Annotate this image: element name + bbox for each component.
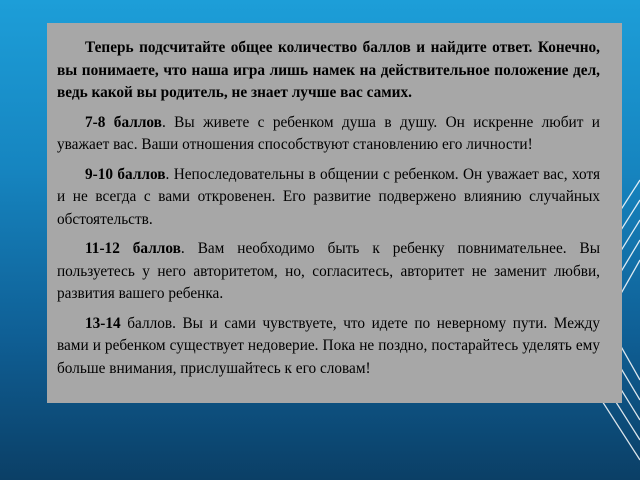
text-panel — [47, 23, 622, 403]
result-text: . Вам необходимо быть к ребенку повнимательнее. Вы пользуетесь у него авторитетом, но, согласитесь, авторитет не заменит любви, развития вашего ребенка. — [57, 240, 600, 302]
result-paragraph-11-12 — [57, 238, 600, 306]
score-range-label: 9-10 баллов — [85, 165, 166, 183]
score-range-label: 7-8 баллов — [85, 113, 162, 131]
result-paragraph-7-8 — [57, 112, 600, 157]
result-paragraph-9-10 — [57, 164, 600, 232]
result-text: баллов. Вы и сами чувствуете, что идете по неверному пути. Между вами и ребенком существует недоверие. Пока не поздно, постарайтесь уделять ему больше внимания, прислушайтесь к его словам! — [57, 314, 600, 377]
score-range-label: 11-12 баллов — [85, 240, 181, 257]
result-text: . Непоследовательны в общении с ребенком. Он уважает вас, хотя и не всегда с вами откровенен. Его развитие подвержено влиянию случайных обстоятельств. — [57, 165, 600, 228]
result-text: . Вы живете с ребенком душа в душу. Он искренне любит и уважает вас. Ваши отношения способствуют становлению его личности! — [57, 113, 600, 153]
result-paragraph-13-14 — [57, 313, 600, 381]
score-range-label: 13-14 — [85, 314, 121, 332]
intro-paragraph — [57, 37, 600, 105]
intro-text: Теперь подсчитайте общее количество баллов и найдите ответ. Конечно, вы понимаете, что наша игра лишь намек на действительное положение дел, ведь какой вы родитель, не знает лучше вас самих. — [57, 39, 600, 101]
